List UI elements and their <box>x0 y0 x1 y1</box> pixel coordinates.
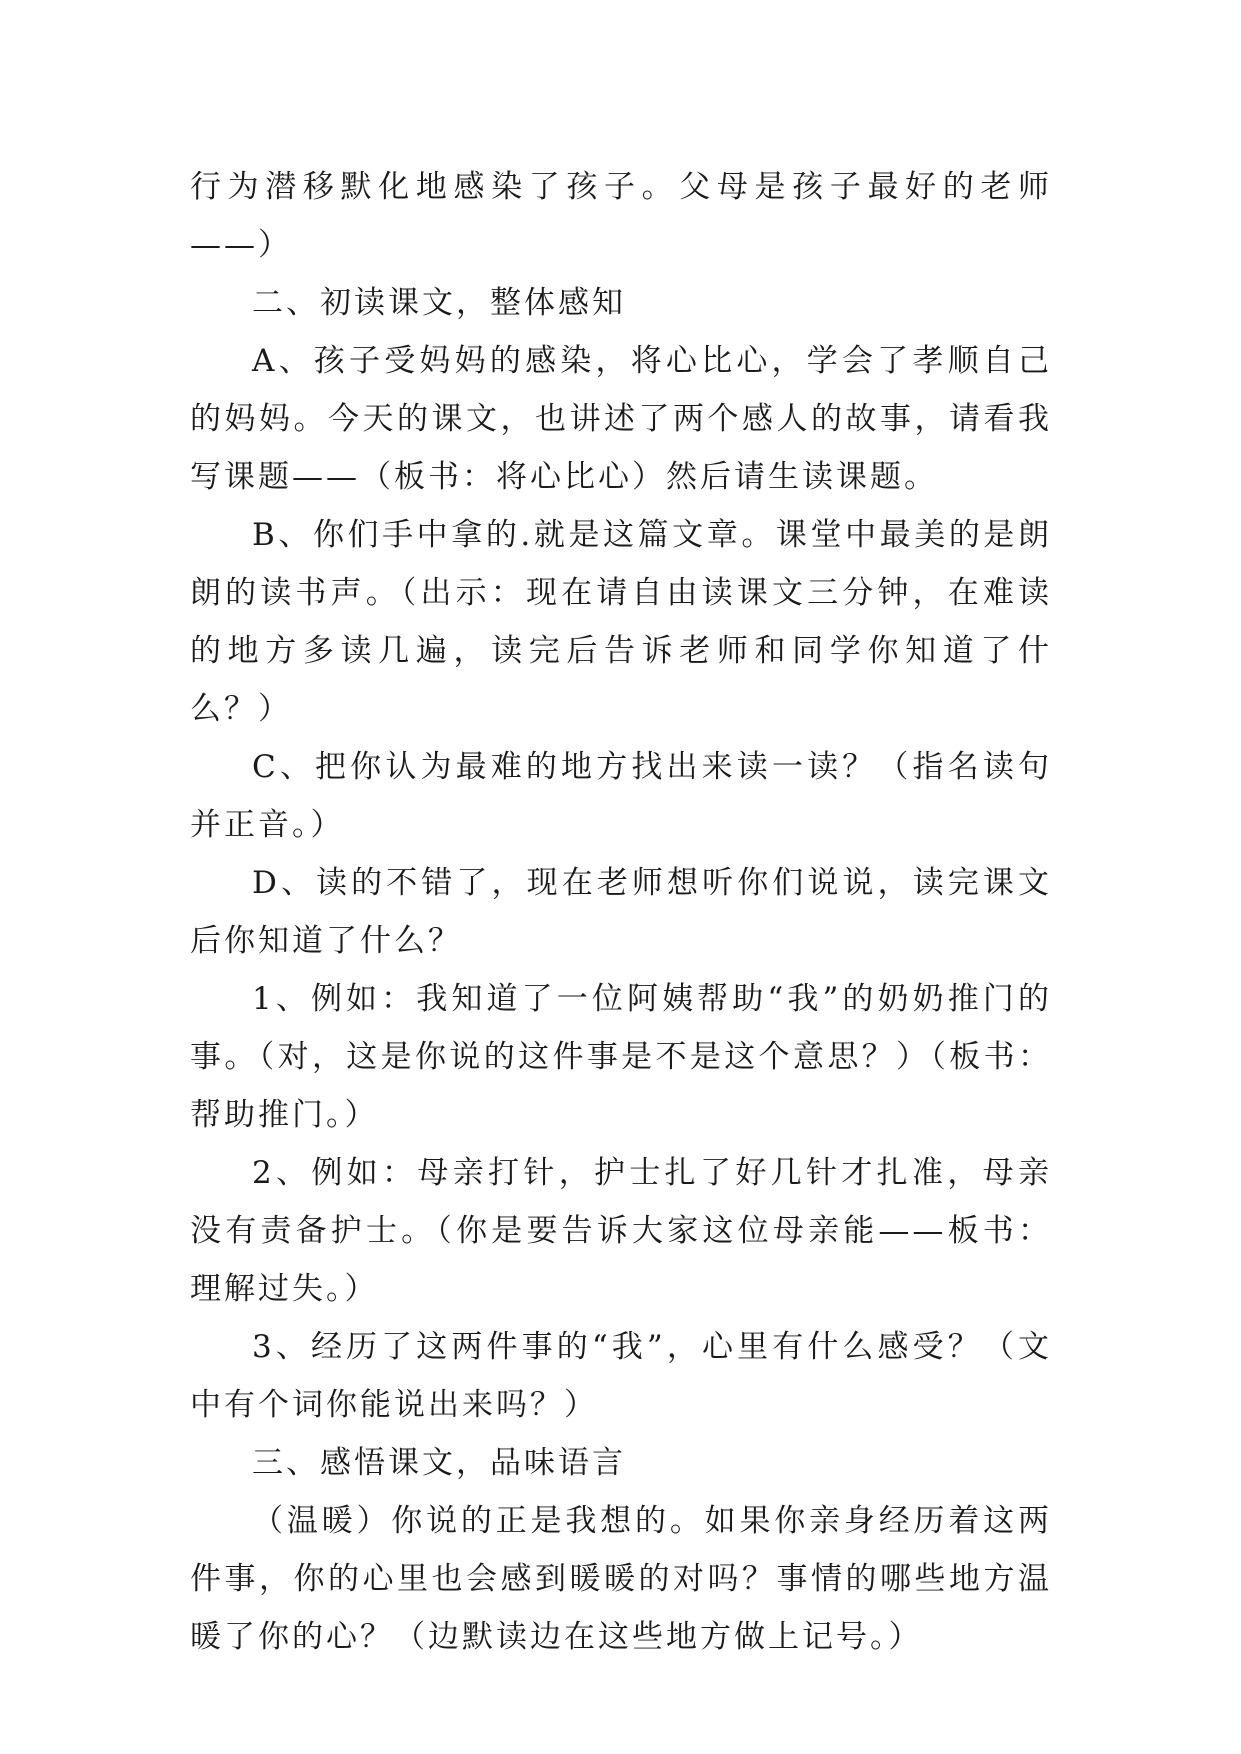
paragraph-example-3: 3、经历了这两件事的“我”，心里有什么感受？（文中有个词你能说出来吗？） <box>190 1329 1052 1423</box>
paragraph-a: A、孩子受妈妈的感染，将心比心，学会了孝顺自己的妈妈。今天的课文，也讲述了两个感人的故事，请看我写课题——（板书：将心比心）然后请生读课题。 <box>190 343 1052 495</box>
paragraph-example-2: 2、例如：母亲打针，护士扎了好几针才扎准，母亲没有责备护士。（你是要告诉大家这位母亲能——板书：理解过失。） <box>190 1155 1052 1307</box>
document-body <box>190 158 1052 1666</box>
section-heading-2: 二、初读课文，整体感知 <box>252 285 626 321</box>
paragraph-c: C、把你认为最难的地方找出来读一读？（指名读句并正音。） <box>190 749 1052 843</box>
paragraph-example-1: 1、例如：我知道了一位阿姨帮助“我”的奶奶推门的事。（对，这是你说的这件事是不是这个意思？）（板书：帮助推门。） <box>190 981 1052 1133</box>
paragraph-warmth: （温暖）你说的正是我想的。如果你亲身经历着这两件事，你的心里也会感到暖暖的对吗？事情的哪些地方温暖了你的心？（边默读边在这些地方做上记号。） <box>190 1503 1052 1655</box>
paragraph-d: D、读的不错了，现在老师想听你们说说，读完课文后你知道了什么？ <box>190 865 1052 959</box>
section-heading-3: 三、感悟课文，品味语言 <box>252 1445 626 1481</box>
paragraph-b: B、你们手中拿的.就是这篇文章。课堂中最美的是朗朗的读书声。（出示：现在请自由读课文三分钟，在难读的地方多读几遍，读完后告诉老师和同学你知道了什么？） <box>190 517 1052 727</box>
paragraph-1: 行为潜移默化地感染了孩子。父母是孩子最好的老师——） <box>190 169 1052 263</box>
